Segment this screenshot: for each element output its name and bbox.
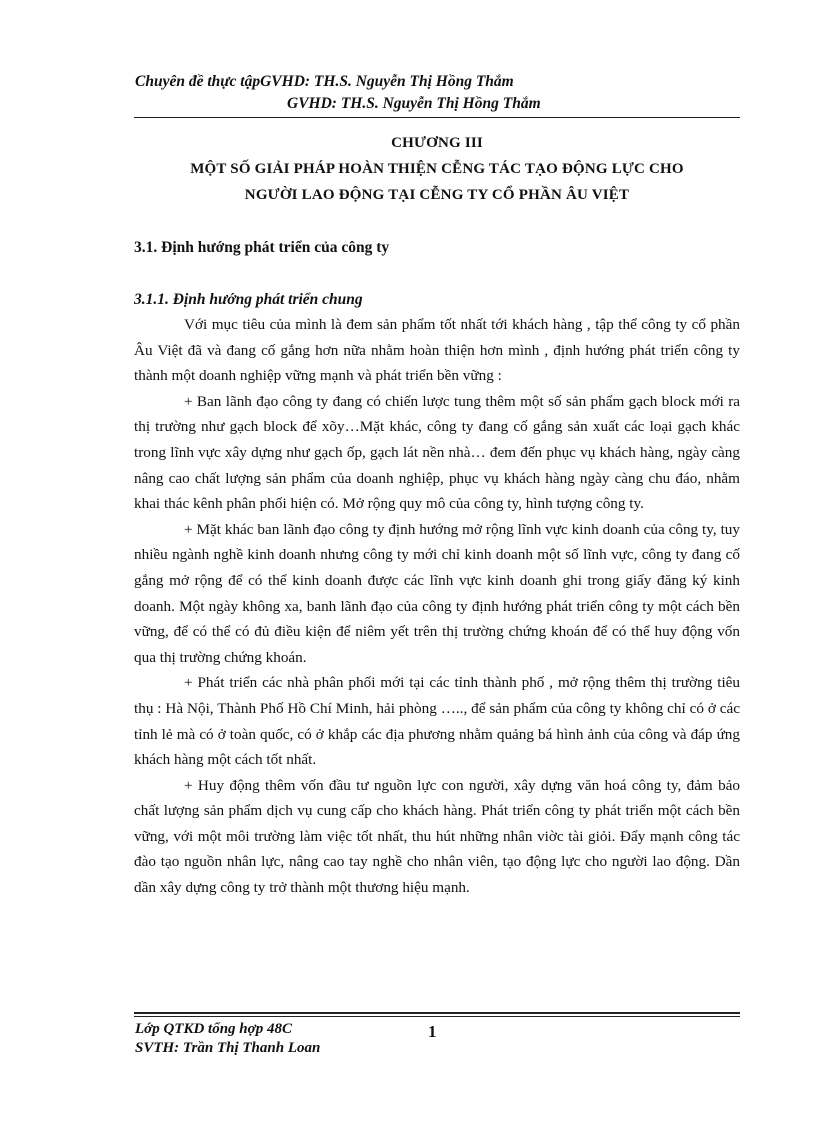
section-heading: 3.1. Định hướng phát triển của công ty (134, 239, 390, 256)
subsection-heading: 3.1.1. Định hướng phát triển chung (134, 291, 363, 308)
page-number: 1 (428, 1022, 437, 1041)
header-divider (134, 117, 740, 118)
chapter-title-line-2: NGƯỜI LAO ĐỘNG TẠI CỄNG TY CỔ PHẦN ÂU VIỆT (244, 187, 630, 203)
footer-divider-thin (134, 1016, 740, 1017)
paragraph: Với mục tiêu của mình là đem sản phẩm tốt nhất tới khách hàng , tập thể công ty cổ phần Âu Việt đã và đang cố gắng hơn nữa nhằm hoàn thiện hơn mình , định hướng phát triển công ty thành một doanh nghiệp vững mạnh và phát triển bền vững : (134, 316, 740, 385)
chapter-label: CHƯƠNG III (391, 135, 483, 151)
footer-info (135, 1020, 320, 1058)
header-supervisor-line: GVHD: TH.S. Nguyễn Thị Hồng Thắm (287, 95, 541, 112)
paragraph: + Huy động thêm vốn đầu tư nguồn lực con người, xây dựng văn hoá công ty, đảm bảo chất lượng sản phẩm dịch vụ cung cấp cho khách hàng. Phát triển công ty phát triển một cách bền vững, với một môi trường làm việc tốt nhất, thu hút những nhân viờc tài giỏi. Đẩy mạnh công tác đào tạo nguồn nhân lực, nâng cao tay nghề cho nhân viên, tạo động lực cho người lao động. Dần dần xây dựng công ty trở thành một thương hiệu mạnh. (134, 776, 740, 897)
body-text (134, 312, 740, 901)
footer-class-line: Lớp QTKD tổng hợp 48C (135, 1021, 292, 1037)
paragraph: + Ban lãnh đạo công ty đang có chiến lược tung thêm một số sản phẩm gạch block mới ra thị trường như gạch block để xõy…Mặt khác, công ty đang cố gắng sản xuất các loại gạch khác trong lĩnh vực xây dựng như gạch ốp, gạch lát nền nhà… đem đến phục vụ khách hàng, ngày càng nâng cao chất lượng sản phẩm của doanh nghiệp, phục vụ khách hàng ngày càng chu đáo, nhằm khai thác kênh phân phối hiện có. Mở rộng quy mô của công ty, hình tượng công ty. (134, 392, 740, 513)
header-title-line: Chuyên đề thực tậpGVHD: TH.S. Nguyễn Thị Hồng Thắm (135, 73, 514, 90)
footer-divider-thick (134, 1012, 740, 1014)
paragraph: + Phát triển các nhà phân phối mới tại các tỉnh thành phố , mở rộng thêm thị trường tiêu thụ : Hà Nội, Thành Phố Hồ Chí Minh, hải phòng ….., để sản phẩm của công ty không chỉ có ở các tỉnh lẻ mà có ở toàn quốc, có ở khắp các địa phương nhằm quảng bá hình ảnh của công và đáp ứng khách hàng một cách tốt nhất. (134, 674, 740, 769)
chapter-title-line-1: MỘT SỐ GIẢI PHÁP HOÀN THIỆN CỄNG TÁC TẠO ĐỘNG LỰC CHO (190, 161, 684, 177)
footer-student-line: SVTH: Trần Thị Thanh Loan (135, 1040, 321, 1056)
paragraph: + Mặt khác ban lãnh đạo công ty định hướng mở rộng lĩnh vực kinh doanh của công ty, tuy nhiều ngành nghề kinh doanh nhưng công ty mới chỉ kinh doanh một số lĩnh vực, công ty đang cố gắng mở rộng để có thể kinh doanh được các lĩnh vực kinh doanh ghi trong giấy đăng ký kinh doanh. Một ngày không xa, banh lãnh đạo của công ty định hướng phát triển công ty một cách bền vững, để có thể có đủ điều kiện để niêm yết trên thị trường chứng khoán để có thể huy động vốn qua thị trường chứng khoán. (134, 520, 740, 666)
